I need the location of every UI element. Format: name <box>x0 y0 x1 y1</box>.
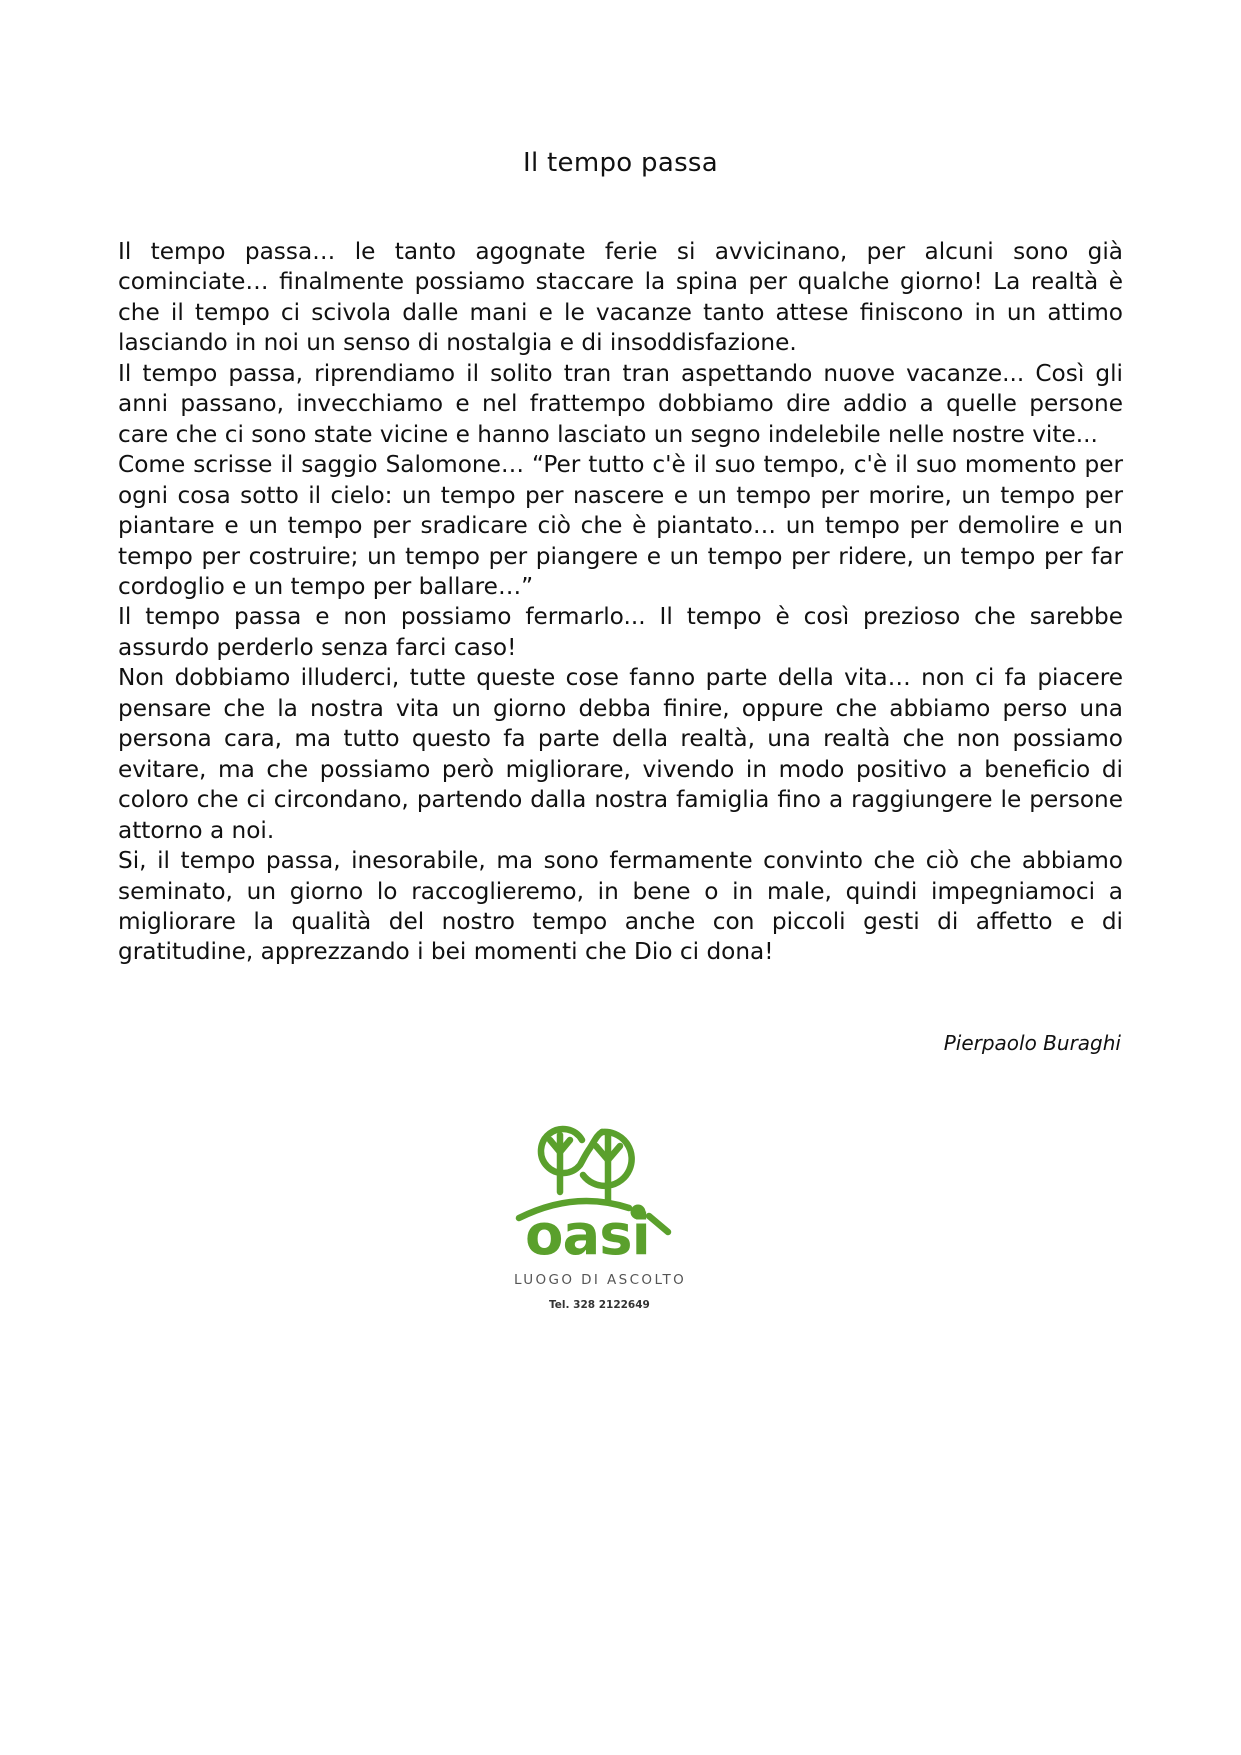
paragraph: Il tempo passa, riprendiamo il solito tran tran aspettando nuove vacanze... Così gli anni passano, invecchiamo e nel frattempo dobbiamo dire addio a quelle persone care che ci sono state vicine e hanno lasciato un segno indelebile nelle nostre vite... <box>118 359 1123 448</box>
document-body <box>118 237 1123 968</box>
logo-tagline: LUOGO DI ASCOLTO <box>514 1272 687 1288</box>
paragraph: Il tempo passa e non possiamo fermarlo... Il tempo è così prezioso che sarebbe assurdo perderlo senza farci caso! <box>118 603 1123 661</box>
logo-phone: Tel. 328 2122649 <box>549 1299 650 1311</box>
paragraph: Non dobbiamo illuderci, tutte queste cose fanno parte della vita… non ci fa piacere pensare che la nostra vita un giorno debba finire, oppure che abbiamo perso una persona cara, ma tutto questo fa parte della realtà, una realtà che non possiamo evitare, ma che possiamo però migliorare, vivendo in modo positivo a beneficio di coloro che ci circondano, partendo dalla nostra famiglia fino a raggiungere le persone attorno a noi. <box>118 664 1123 844</box>
paragraph: Si, il tempo passa, inesorabile, ma sono fermamente convinto che ciò che abbiamo seminato, un giorno lo raccoglieremo, in bene o in male, quindi impegniamoci a migliorare la qualità del nostro tempo anche con piccoli gesti di affetto e di gratitudine, apprezzando i bei momenti che Dio ci dona! <box>118 847 1123 966</box>
paragraph: Come scrisse il saggio Salomone… “Per tutto c'è il suo tempo, c'è il suo momento per ogni cosa sotto il cielo: un tempo per nascere e un tempo per morire, un tempo per piantare e un tempo per sradicare ciò che è piantato… un tempo per demolire e un tempo per costruire; un tempo per piangere e un tempo per ridere, un tempo per far cordoglio e un tempo per ballare…” <box>118 451 1123 600</box>
oasi-logo <box>505 1110 685 1325</box>
document-title: Il tempo passa <box>522 148 718 178</box>
paragraph: Il tempo passa… le tanto agognate ferie si avvicinano, per alcuni sono già cominciate… finalmente possiamo staccare la spina per qualche giorno! La realtà è che il tempo ci scivola dalle mani e le vacanze tanto attese finiscono in un attimo lasciando in noi un senso di nostalgia e di insoddisfazione. <box>118 238 1123 357</box>
author-signature: Pierpaolo Buraghi <box>943 1031 1121 1055</box>
logo-wordmark: oasi <box>525 1203 650 1268</box>
